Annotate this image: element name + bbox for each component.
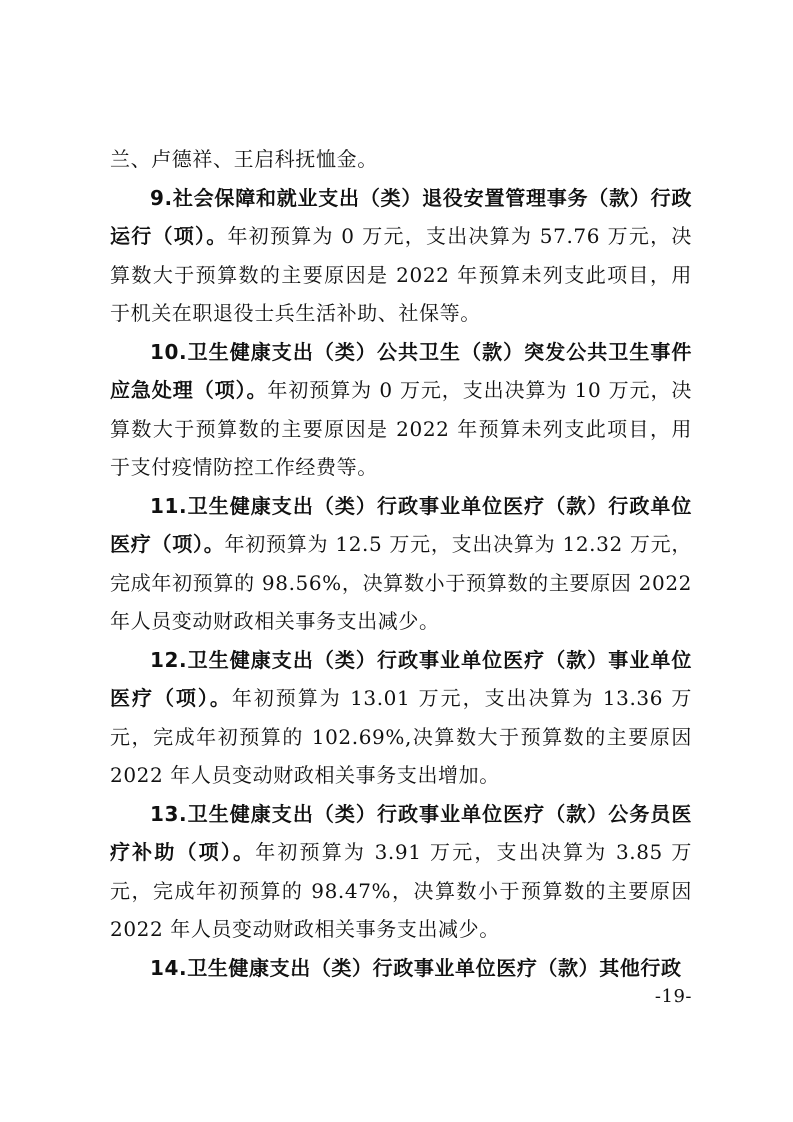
paragraph-3-heading: 10.卫生健康支出（类）公共卫生（款）突发公共卫生事件应急处理（项）。: [110, 339, 692, 402]
paragraph-2-heading: 9.社会保障和就业支出（类）退役安置管理事务（款）行政运行（项）。: [110, 185, 692, 248]
paragraph-1-text: 兰、卢德祥、王启科抚恤金。: [110, 147, 378, 171]
paragraph-2-text: 年初预算为 0 万元，支出决算为 57.76 万元，决算数大于预算数的主要原因是 2022 年预算未列支此项目，用于机关在职退役士兵生活补助、社保等。: [110, 224, 692, 325]
paragraph-6-heading: 13.卫生健康支出（类）行政事业单位医疗（款）公务员医疗补助（项）。: [110, 801, 692, 864]
paragraph-5: [110, 641, 692, 795]
paragraph-6: [110, 795, 692, 949]
paragraph-4: [110, 487, 692, 641]
paragraph-5-text: 年初预算为 13.01 万元，支出决算为 13.36 万元，完成年初预算的 102.69%,决算数大于预算数的主要原因 2022 年人员变动财政相关事务支出增加。: [110, 686, 692, 787]
paragraph-6-text: 年初预算为 3.91 万元，支出决算为 3.85 万元，完成年初预算的 98.47%，决算数小于预算数的主要原因 2022 年人员变动财政相关事务支出减少。: [110, 840, 693, 941]
paragraph-3-text: 年初预算为 0 万元，支出决算为 10 万元，决算数大于预算数的主要原因是 2022 年预算未列支此项目，用于支付疫情防控工作经费等。: [110, 378, 692, 479]
paragraph-2: [110, 179, 692, 333]
paragraph-7: [110, 949, 692, 988]
paragraph-4-heading: 11.卫生健康支出（类）行政事业单位医疗（款）行政单位医疗（项）。: [110, 493, 692, 556]
paragraph-7-heading: 14.卫生健康支出（类）行政事业单位医疗（款）其他行政: [150, 955, 682, 980]
paragraph-4-text: 年初预算为 12.5 万元，支出决算为 12.32 万元，完成年初预算的 98.56%，决算数小于预算数的主要原因 2022 年人员变动财政相关事务支出减少。: [110, 532, 692, 633]
paragraph-3: [110, 333, 692, 487]
document-body: [110, 140, 692, 987]
page-number: -19-: [654, 986, 692, 1007]
paragraph-1: [110, 140, 692, 179]
paragraph-5-heading: 12.卫生健康支出（类）行政事业单位医疗（款）事业单位医疗（项）。: [110, 647, 692, 710]
